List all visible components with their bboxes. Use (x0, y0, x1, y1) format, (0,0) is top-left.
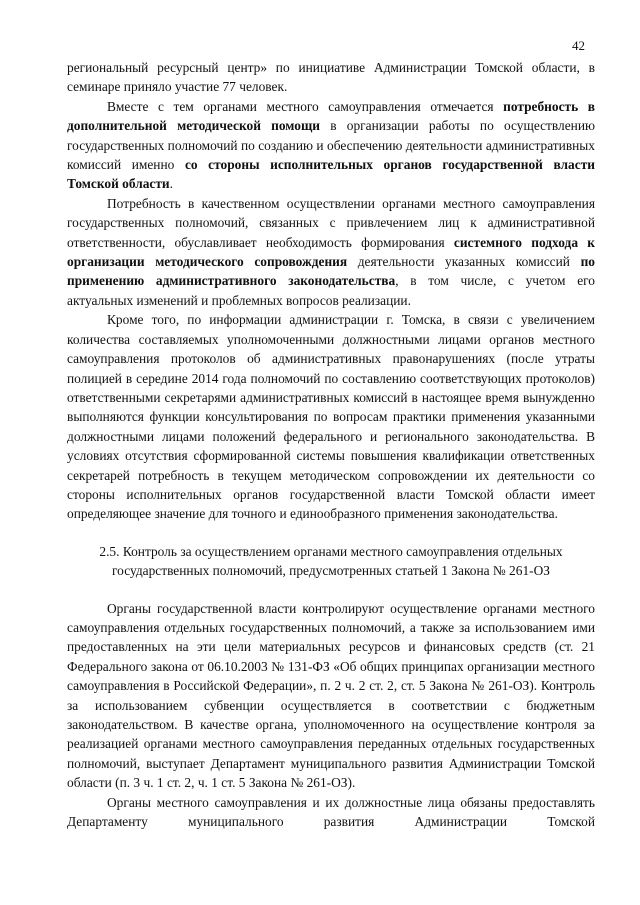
paragraph-obligations: Органы местного самоуправления и их должностные лица обязаны предоставлять Департаменту муниципального развития Администрации Томской (67, 794, 595, 830)
emphasis-text: со стороны исполнительных органов государственной власти Томской области (67, 157, 595, 192)
document-body (67, 58, 595, 831)
paragraph-methodical-help: Вместе с тем органами местного самоуправления отмечается потребность в дополнительной методической помощи в организации работы по осуществлению государственных полномочий по созданию и обеспечению деятельности административных комиссий именно со стороны исполнительных органов государственной власти Томской области. (67, 98, 595, 192)
paragraph-control: Органы государственной власти контролируют осуществление органами местного самоуправления отдельных государственных полномочий, а также за использованием ими предоставленных на эти цели материальных ресурсов и финансовых средств (ст. 21 Федерального закона от 06.10.2003 № 131-ФЗ «Об общих принципах организации местного самоуправления в Российской Федерации», п. 2 ч. 2 ст. 2, ст. 5 Закона № 261-ОЗ). Контроль за использованием субвенции осуществляется в соответствии с бюджетным законодательством. В качестве органа, уполномоченного на осуществление контроля за реализацией органами местного самоуправления переданных отдельных государственных полномочий, выступает Департамент муниципального развития Администрации Томской области (п. 3 ч. 1 ст. 2, ч. 1 ст. 5 Закона № 261-ОЗ). (67, 600, 595, 791)
paragraph-systemic-approach: Потребность в качественном осуществлении органами местного самоуправления государственных полномочий, связанных с привлечением лиц к административной ответственности, обуславливает необходимость формирования системного подхода к организации методического сопровождения деятельности указанных комиссий по применению административного законодательства, в том числе, с учетом его актуальных изменений и проблемных вопросов реализации. (67, 195, 596, 308)
emphasis-text: по применению административного законодательства (67, 254, 596, 289)
paragraph-continuation: региональный ресурсный центр» по инициативе Администрации Томской области, в семинаре приняло участие 77 человек. (67, 60, 595, 95)
paragraph-tomsk-info: Кроме того, по информации администрации г. Томска, в связи с увеличением количества составляемых уполномоченными должностными лицами органов местного самоуправления протоколов об административных правонарушениях (после утраты полицией в середине 2014 года полномочий по составлению соответствующих протоколов) ответственными секретарями административных комиссий в настоящее время вынужденно выполняются функции консультирования по вопросам практики применения указанными должностными лицами положений федерального и регионального законодательства. В условиях отсутствия сформированной системы повышения квалификации ответственных секретарей потребность в текущем методическом сопровождении их деятельности со стороны исполнительных органов государственной власти Томской области имеет определяющее значение для точного и единообразного применения законодательства. (67, 312, 595, 522)
section-heading: 2.5. Контроль за осуществлением органами местного самоуправления отдельных государственных полномочий, предусмотренных статьей 1 Закона № 261-ОЗ (99, 543, 563, 579)
emphasis-text: системного подхода к организации методического сопровождения (67, 234, 595, 270)
emphasis-text: потребность в дополнительной методической помощи (67, 98, 595, 134)
page-number: 42 (572, 38, 585, 53)
